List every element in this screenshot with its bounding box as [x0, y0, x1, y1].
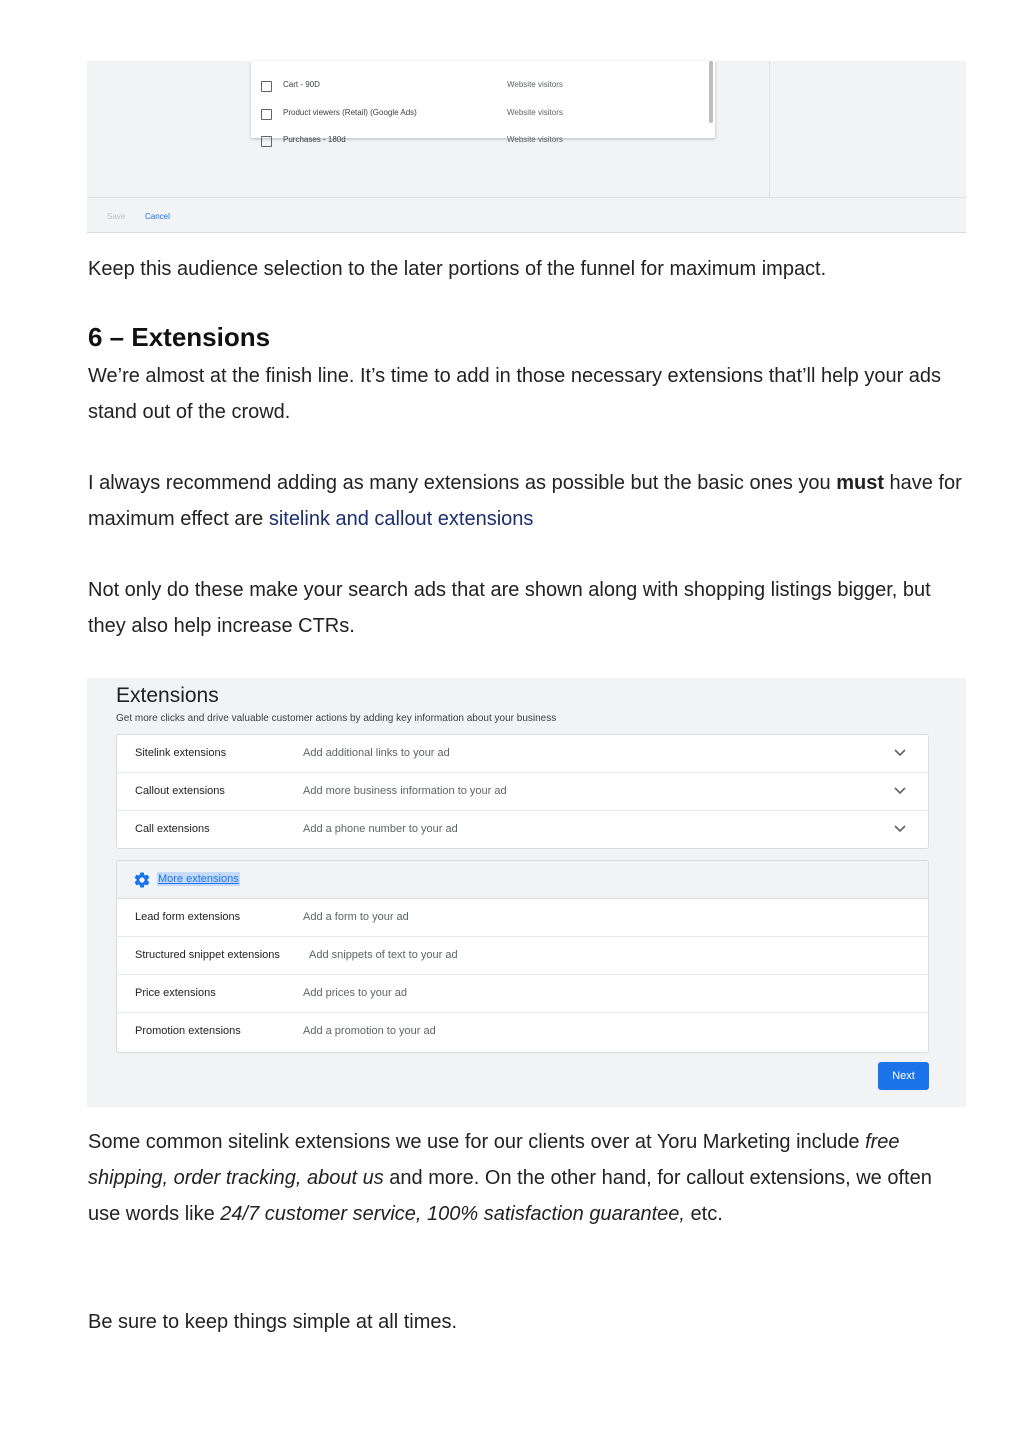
extension-row-price[interactable] — [117, 975, 928, 1013]
extension-row-lead-form[interactable] — [117, 899, 928, 937]
audience-row[interactable] — [251, 105, 715, 129]
extension-label: Sitelink extensions — [135, 747, 227, 759]
more-extensions-card — [116, 860, 929, 1053]
chevron-down-icon[interactable] — [892, 821, 908, 837]
extension-desc: Add a form to your ad — [303, 911, 409, 923]
audience-type: Website visitors — [507, 80, 563, 89]
paragraph: Keep this audience selection to the later portions of the funnel for maximum impact. — [88, 258, 827, 280]
extension-row-callout[interactable] — [117, 773, 928, 811]
paragraph: Not only do these make your search ads that are shown along with shopping listings bigger, but they also help increase CTRs. — [88, 579, 931, 637]
extensions-subtitle: Get more clicks and drive valuable customer actions by adding key information about your business — [116, 713, 557, 724]
extensions-title: Extensions — [116, 684, 219, 707]
paragraph: Be sure to keep things simple at all times. — [88, 1311, 458, 1333]
checkbox-icon[interactable] — [261, 81, 272, 92]
scrollbar[interactable] — [709, 61, 713, 123]
audience-list — [251, 61, 715, 144]
main-extensions-card — [116, 734, 929, 849]
extension-label: Lead form extensions — [135, 911, 241, 923]
audience-type: Website visitors — [507, 108, 563, 117]
audience-screenshot — [87, 61, 966, 233]
gear-icon — [133, 871, 151, 889]
text: have for maximum effect are — [88, 472, 962, 530]
next-button[interactable]: Next — [878, 1062, 929, 1090]
extension-row-structured-snippet[interactable] — [117, 937, 928, 975]
audience-name: Cart - 90D — [283, 80, 320, 89]
text: I always recommend adding as many extensions as possible but the basic ones you — [88, 472, 837, 494]
text: etc. — [684, 1203, 723, 1225]
text: and more. On the other hand, for callout extensions, we often use words like — [88, 1167, 932, 1225]
audience-name: Product viewers (Retail) (Google Ads) — [283, 108, 417, 117]
paragraph — [88, 1124, 968, 1232]
paragraph — [88, 465, 968, 537]
extension-desc: Add a promotion to your ad — [303, 1025, 436, 1037]
audience-name: Purchases - 180d — [283, 135, 346, 144]
checkbox-icon[interactable] — [261, 109, 272, 120]
extension-row-promotion[interactable] — [117, 1013, 928, 1051]
extension-label: Promotion extensions — [135, 1025, 241, 1037]
chevron-down-icon[interactable] — [892, 783, 908, 799]
extensions-screenshot — [87, 678, 966, 1107]
extension-label: Price extensions — [135, 987, 216, 999]
extension-label: Call extensions — [135, 823, 210, 835]
extension-row-sitelink[interactable] — [117, 735, 928, 773]
italic-text: 24/7 customer service, 100% satisfaction guarantee, — [220, 1203, 685, 1225]
paragraph: We’re almost at the finish line. It’s time to add in those necessary extensions that’ll help your ads stand out of the crowd. — [88, 365, 942, 423]
audience-type: Website visitors — [507, 135, 563, 144]
more-extensions-header[interactable] — [117, 861, 928, 899]
side-panel — [769, 61, 966, 198]
extension-row-call[interactable] — [117, 811, 928, 849]
extension-desc: Add additional links to your ad — [303, 747, 450, 759]
extension-label: Callout extensions — [135, 785, 225, 797]
checkbox-icon[interactable] — [261, 136, 272, 147]
bold-text: must — [836, 472, 884, 494]
extension-desc: Add snippets of text to your ad — [309, 949, 458, 961]
cancel-button[interactable]: Cancel — [145, 212, 170, 221]
extensions-link[interactable]: sitelink and callout extensions — [268, 508, 534, 530]
save-button[interactable]: Save — [107, 212, 126, 221]
chevron-down-icon[interactable] — [892, 745, 908, 761]
extension-desc: Add prices to your ad — [303, 987, 407, 999]
extension-desc: Add a phone number to your ad — [303, 823, 458, 835]
section-heading: 6 – Extensions — [88, 322, 271, 352]
italic-text: free shipping, order tracking, about us — [88, 1131, 900, 1189]
extension-label: Structured snippet extensions — [135, 949, 280, 961]
extension-desc: Add more business information to your ad — [303, 785, 507, 797]
more-extensions-label[interactable]: More extensions — [158, 873, 239, 885]
audience-row[interactable] — [251, 132, 715, 156]
audience-row[interactable] — [251, 77, 715, 101]
text: Some common sitelink extensions we use for our clients over at Yoru Marketing include — [88, 1131, 866, 1153]
divider — [87, 197, 966, 198]
